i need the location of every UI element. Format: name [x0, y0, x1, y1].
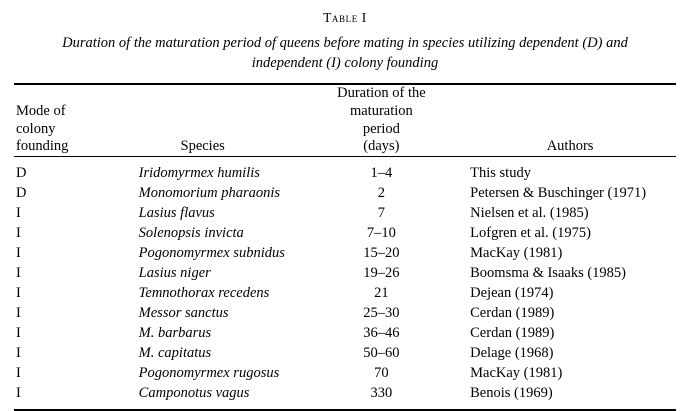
cell-authors: MacKay (1981)	[470, 244, 563, 261]
column-header-duration-line2: maturation	[349, 102, 413, 119]
cell-duration: 50–60	[363, 344, 400, 361]
cell-mode: I	[16, 344, 21, 361]
column-header-duration-line4: (days)	[363, 138, 400, 155]
cell-duration: 25–30	[363, 304, 400, 321]
table-row	[14, 183, 676, 203]
table-row	[14, 283, 676, 303]
cell-duration: 70	[374, 364, 389, 381]
header-row	[14, 85, 676, 156]
column-header-species: Species	[180, 138, 225, 155]
cell-species: M. barbarus	[138, 324, 212, 341]
cell-species: Lasius niger	[138, 264, 211, 281]
cell-mode: I	[16, 384, 21, 401]
cell-mode: I	[16, 304, 21, 321]
cell-authors: Boomsma & Isaaks (1985)	[470, 264, 626, 281]
cell-duration: 19–26	[363, 264, 400, 281]
cell-species: Lasius flavus	[138, 204, 215, 221]
table-row	[14, 223, 676, 243]
cell-authors: Petersen & Buschinger (1971)	[470, 184, 647, 201]
cell-authors: Nielsen et al. (1985)	[470, 204, 589, 221]
cell-species: Temnothorax recedens	[138, 284, 270, 301]
cell-mode: D	[16, 164, 27, 181]
column-header-mode-line2: colony	[16, 120, 56, 137]
cell-duration: 36–46	[363, 324, 400, 341]
cell-mode: I	[16, 284, 21, 301]
maturation-period-table	[14, 85, 676, 156]
table-body	[14, 157, 676, 409]
table-row	[14, 363, 676, 383]
cell-species: Pogonomyrmex rugosus	[138, 364, 280, 381]
table-header	[14, 85, 676, 156]
cell-authors: Cerdan (1989)	[470, 304, 555, 321]
column-header-duration-line3: period	[362, 120, 400, 137]
cell-species: Iridomyrmex humilis	[138, 164, 260, 181]
table-row	[14, 203, 676, 223]
cell-species: Camponotus vagus	[138, 384, 250, 401]
table-row	[14, 383, 676, 409]
cell-duration: 15–20	[363, 244, 400, 261]
cell-species: Solenopsis invicta	[138, 224, 244, 241]
column-header-duration	[299, 85, 465, 156]
cell-authors: Cerdan (1989)	[470, 324, 555, 341]
cell-species: M. capitatus	[138, 344, 212, 361]
cell-authors: Lofgren et al. (1975)	[470, 224, 591, 241]
column-header-mode-line3: founding	[16, 138, 69, 155]
column-header-duration-line1: Duration of the	[337, 85, 426, 102]
column-header-authors: Authors	[546, 138, 594, 155]
table-row	[14, 303, 676, 323]
cell-authors: MacKay (1981)	[470, 364, 563, 381]
cell-species: Pogonomyrmex subnidus	[138, 244, 285, 261]
table-row	[14, 243, 676, 263]
table-row	[14, 343, 676, 363]
table-caption: Duration of the maturation period of queens before mating in species utilizing dependent (D) and independent (I) colony founding	[62, 35, 628, 71]
column-header-mode	[14, 85, 107, 156]
cell-duration: 2	[377, 184, 386, 201]
table-row	[14, 263, 676, 283]
cell-authors: Benois (1969)	[470, 384, 553, 401]
cell-mode: D	[16, 184, 27, 201]
cell-mode: I	[16, 224, 21, 241]
cell-duration: 7–10	[366, 224, 396, 241]
cell-mode: I	[16, 244, 21, 261]
cell-species: Monomorium pharaonis	[138, 184, 281, 201]
cell-mode: I	[16, 264, 21, 281]
cell-duration: 7	[377, 204, 386, 221]
cell-mode: I	[16, 324, 21, 341]
cell-mode: I	[16, 204, 21, 221]
cell-authors: Delage (1968)	[470, 344, 554, 361]
cell-mode: I	[16, 364, 21, 381]
table-row	[14, 323, 676, 343]
maturation-period-table-body	[14, 157, 676, 409]
cell-authors: This study	[470, 164, 531, 181]
table-number-text: Table I	[323, 10, 367, 25]
column-header-mode-line1: Mode of	[16, 102, 66, 119]
table-row	[14, 157, 676, 183]
cell-duration: 21	[374, 284, 389, 301]
cell-duration: 330	[370, 384, 393, 401]
cell-duration: 1–4	[370, 164, 393, 181]
cell-authors: Dejean (1974)	[470, 284, 554, 301]
cell-species: Messor sanctus	[138, 304, 229, 321]
table-number	[14, 10, 676, 26]
